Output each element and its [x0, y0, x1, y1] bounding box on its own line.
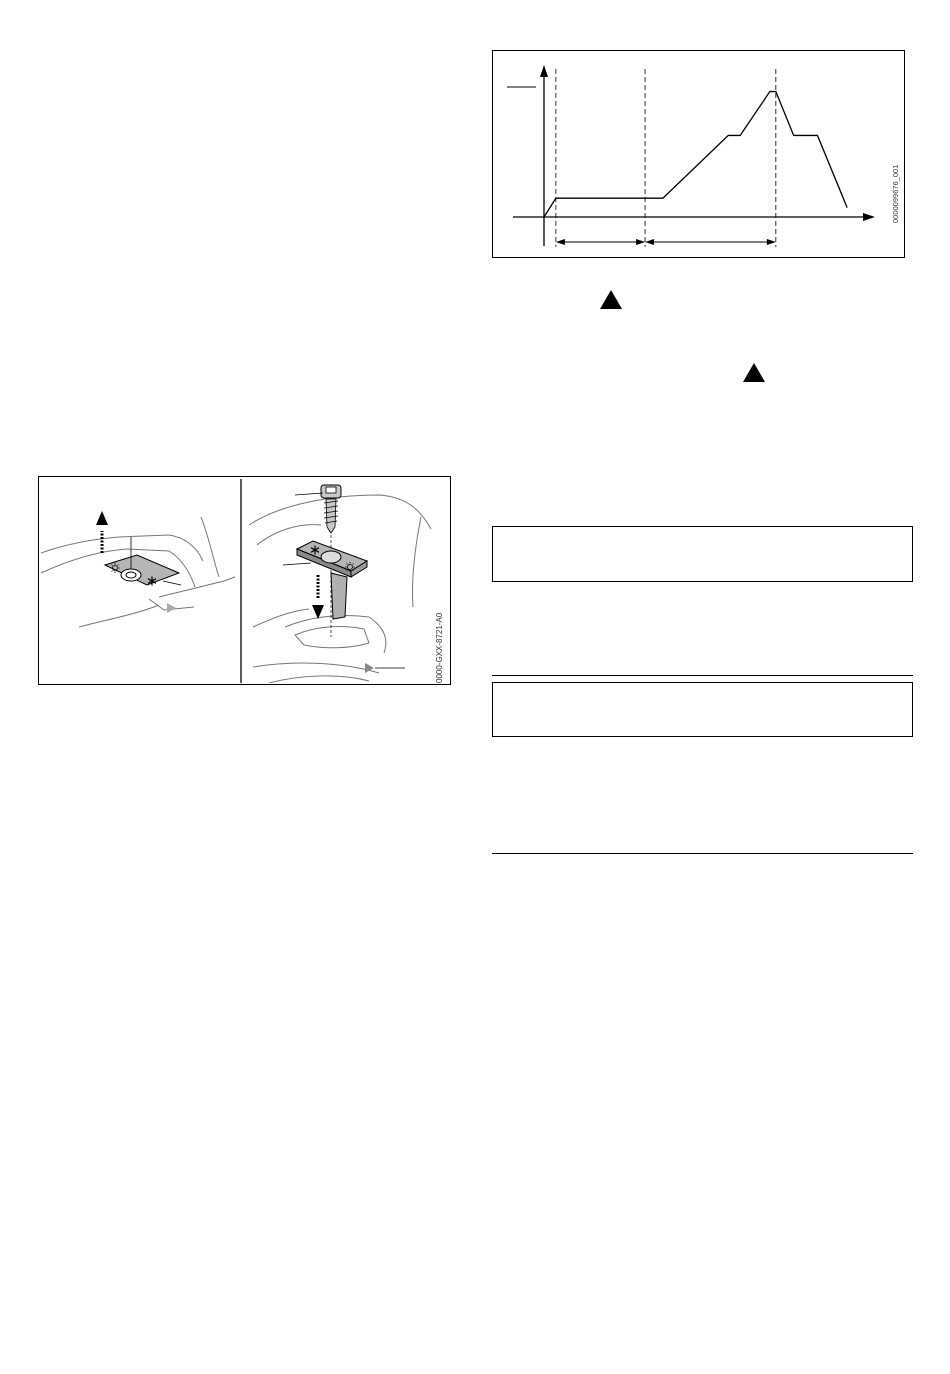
installation-illustration	[39, 477, 449, 683]
install-image-code: 0000-GXX-8721-A0	[435, 612, 444, 683]
marker-triangle	[167, 603, 176, 613]
warning-triangle-icon	[743, 363, 765, 382]
selector-knob	[121, 569, 141, 581]
temperature-series-line	[544, 92, 847, 217]
callout-leader	[283, 563, 311, 565]
temperature-profile-chart	[493, 51, 903, 256]
note-box-2	[492, 682, 913, 737]
x-axis-arrowhead	[863, 213, 875, 221]
section-rule-top	[492, 675, 913, 676]
dimension-arrowhead	[556, 239, 565, 245]
arrow-down-icon	[312, 575, 324, 619]
temperature-profile-chart-frame	[492, 50, 905, 258]
warning-triangle-icon	[600, 290, 622, 309]
screw-icon	[321, 485, 341, 533]
note-box-1	[492, 526, 913, 582]
installation-figure-frame	[38, 476, 451, 685]
chart-image-code: 0000099676_001	[891, 164, 900, 223]
callout-leader	[163, 581, 181, 585]
dimension-arrowhead	[645, 239, 654, 245]
arrow-up-icon	[96, 511, 108, 553]
temperature-selector-insert-mounted	[297, 541, 367, 619]
temperature-selector-insert	[105, 555, 179, 586]
section-rule-bottom	[492, 853, 913, 854]
y-axis-arrowhead	[540, 65, 548, 77]
callout-leader	[295, 493, 323, 495]
dimension-arrowhead	[767, 239, 776, 245]
dimension-arrowhead	[636, 239, 645, 245]
